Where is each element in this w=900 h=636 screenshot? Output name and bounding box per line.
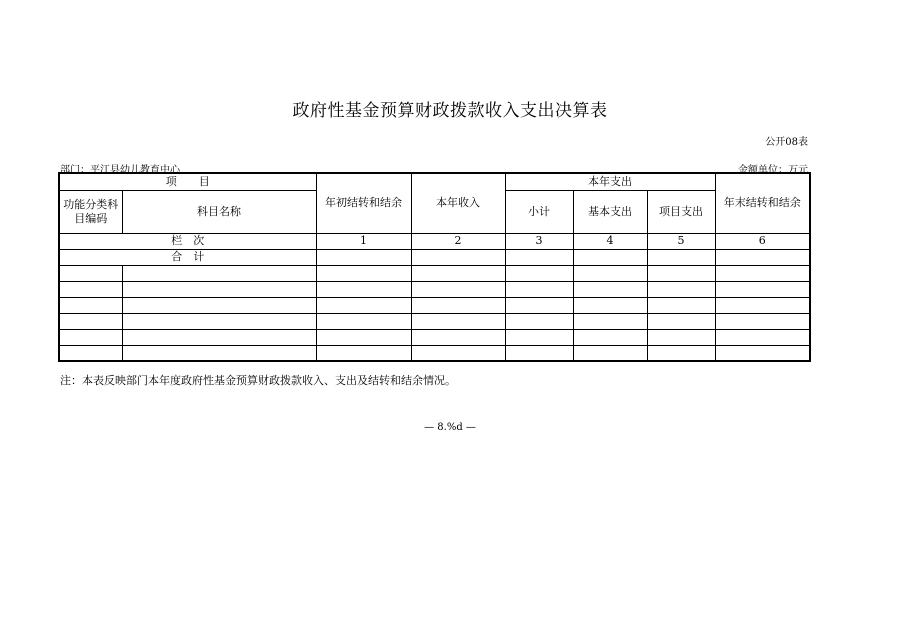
department-label: 部门：平江县幼儿教育中心: [60, 165, 180, 176]
table-row: [59, 265, 810, 281]
table-row: [59, 329, 810, 345]
table-row: [59, 297, 810, 313]
header-subject-name: 科目名称: [122, 190, 316, 233]
col-number: 6: [715, 233, 810, 249]
page-number: — 8.%d —: [424, 422, 476, 433]
table-cell: [505, 249, 573, 265]
header-end-balance: 年末结转和结余: [715, 173, 810, 233]
header-income: 本年收入: [411, 173, 505, 233]
header-begin-balance: 年初结转和结余: [316, 173, 411, 233]
table-cell: [316, 249, 411, 265]
header-project-expense: 项目支出: [647, 190, 715, 233]
table-row: [59, 281, 810, 297]
amount-unit-label: 金额单位：万元: [738, 165, 808, 176]
table-cell: [573, 249, 647, 265]
total-row-label: 合 计: [59, 249, 316, 265]
table-cell: [647, 249, 715, 265]
col-number: 2: [411, 233, 505, 249]
col-number: 1: [316, 233, 411, 249]
row-index-label: 栏 次: [59, 233, 316, 249]
page-title: 政府性基金预算财政拨款收入支出决算表: [292, 101, 608, 121]
header-basic-expense: 基本支出: [573, 190, 647, 233]
col-number: 5: [647, 233, 715, 249]
table-row: [59, 345, 810, 361]
footnote: 注：本表反映部门本年度政府性基金预算财政拨款收入、支出及结转和结余情况。: [60, 374, 456, 387]
header-expense: 本年支出: [505, 173, 715, 190]
table-cell: [411, 249, 505, 265]
col-number: 4: [573, 233, 647, 249]
col-number: 3: [505, 233, 573, 249]
header-function-code: 功能分类科目编码: [59, 190, 122, 233]
table-cell: [715, 249, 810, 265]
form-number: 公开08表: [765, 137, 808, 148]
header-subtotal: 小计: [505, 190, 573, 233]
table-row: [59, 313, 810, 329]
budget-table: [58, 172, 811, 362]
header-project: 项 目: [59, 173, 316, 190]
